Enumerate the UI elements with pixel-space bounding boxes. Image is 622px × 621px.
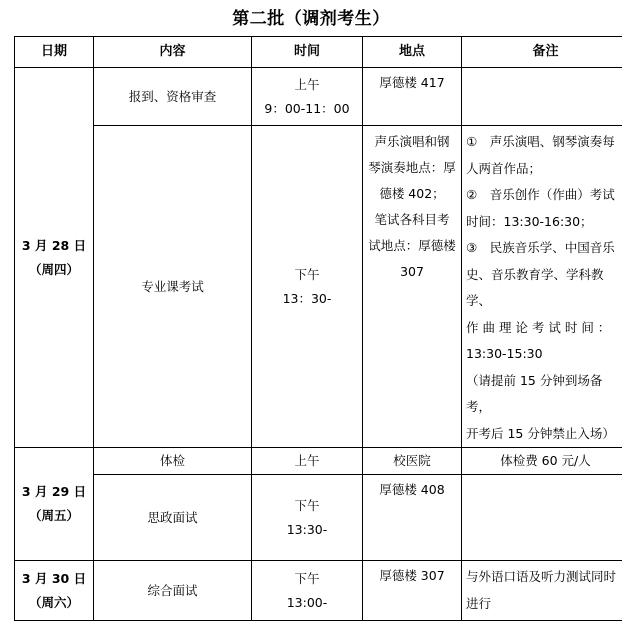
table-row: [15, 475, 622, 561]
content-cell: 综合面试: [94, 561, 252, 621]
place-cell: [363, 126, 462, 448]
time-range: 13：30-: [252, 287, 362, 311]
header-content: 内容: [94, 37, 252, 68]
time-period: 下午: [252, 263, 362, 287]
place-line: 德楼 402；: [367, 181, 457, 207]
table-row: [15, 448, 622, 475]
header-place: 地点: [363, 37, 462, 68]
time-period: 下午: [252, 567, 362, 591]
note-line: 人两首作品；: [466, 156, 622, 183]
weekday-label: （周五）: [15, 504, 93, 528]
note-line: 开考后 15 分钟禁止入场）: [466, 421, 622, 448]
header-time: 时间: [252, 37, 363, 68]
notes-cell: [462, 126, 622, 448]
place-cell: 厚德楼 307: [363, 561, 462, 621]
weekday-label: （周六）: [15, 591, 93, 615]
date-label: 3 月 29 日: [15, 480, 93, 504]
place-cell: 厚德楼 408: [363, 475, 462, 561]
place-cell: 厚德楼 417: [363, 68, 462, 126]
page-title: 第二批（调剂考生）: [0, 4, 622, 29]
time-cell: [252, 561, 363, 621]
schedule-table: [14, 36, 622, 621]
note-line: 与外语口语及听力测试同时: [466, 564, 622, 591]
place-cell: 校医院: [363, 448, 462, 475]
time-cell: [252, 475, 363, 561]
header-row: [15, 37, 622, 68]
place-line: 笔试各科目考: [367, 207, 457, 233]
note-line: 进行: [466, 591, 622, 618]
table-row: [15, 68, 622, 126]
notes-cell: [462, 475, 622, 561]
place-line: 307: [367, 259, 457, 285]
date-cell: [15, 68, 94, 448]
content-cell: 专业课考试: [94, 126, 252, 448]
time-range: 9：00-11：00: [252, 97, 362, 121]
time-period: 上午: [252, 73, 362, 97]
note-line: 13:30-15:30: [466, 341, 622, 368]
note-line: ① 声乐演唱、钢琴演奏每: [466, 129, 622, 156]
content-cell: 思政面试: [94, 475, 252, 561]
date-label: 3 月 28 日: [15, 234, 93, 258]
time-period: 下午: [252, 494, 362, 518]
content-cell: 报到、资格审查: [94, 68, 252, 126]
date-label: 3 月 30 日: [15, 567, 93, 591]
place-line: 声乐演唱和钢: [367, 129, 457, 155]
table-row: [15, 561, 622, 621]
note-line: ③ 民族音乐学、中国音乐: [466, 235, 622, 262]
note-line: 史、音乐教育学、学科教学、: [466, 262, 622, 315]
time-range: 13:00-: [252, 591, 362, 615]
note-line: （请提前 15 分钟到场备考，: [466, 368, 622, 421]
weekday-label: （周四）: [15, 258, 93, 282]
table-row: [15, 126, 622, 448]
time-cell: 上午: [252, 448, 363, 475]
place-line: 试地点：厚德楼: [367, 233, 457, 259]
place-line: 琴演奏地点：厚: [367, 155, 457, 181]
header-notes: 备注: [462, 37, 622, 68]
notes-cell: [462, 68, 622, 126]
note-line: 时间：13:30-16:30；: [466, 209, 622, 236]
content-cell: 体检: [94, 448, 252, 475]
time-cell: [252, 68, 363, 126]
header-date: 日期: [15, 37, 94, 68]
time-range: 13:30-: [252, 518, 362, 542]
note-line: ② 音乐创作（作曲）考试: [466, 182, 622, 209]
notes-cell: [462, 561, 622, 621]
date-cell: [15, 561, 94, 621]
date-cell: [15, 448, 94, 561]
notes-cell: 体检费 60 元/人: [462, 448, 622, 475]
note-line: 作 曲 理 论 考 试 时 间 ：: [466, 315, 622, 342]
time-cell: [252, 126, 363, 448]
